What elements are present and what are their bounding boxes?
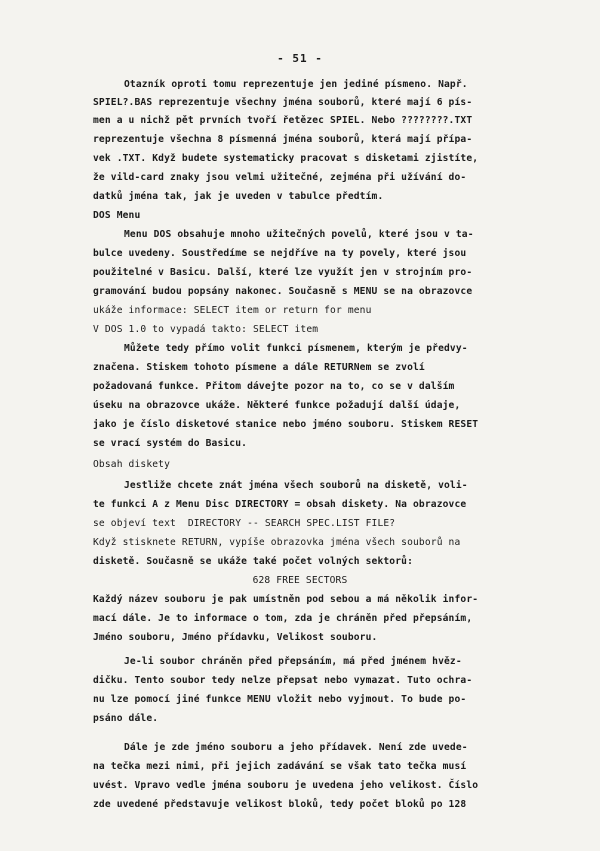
text-line: na tečka mezi nimi, při jejich zadávání se však tato tečka musí [93,761,467,772]
text-line: značena. Stiskem tohoto písmene a dále RETURNem se zvolí [93,362,425,373]
text-line: vek .TXT. Když budete systematicky pracovat s disketami zjistíte, [93,153,479,164]
text-line: Dále je zde jméno souboru a jeho přídavek. Není zde uvede- [124,742,468,753]
text-line: V DOS 1.0 to vypadá takto: SELECT item [93,324,319,335]
text-line: psáno dále. [93,713,159,724]
page-number: - 51 - [277,52,323,65]
text-line: že vild-card znaky jsou velmi užitečné, zejména při užívání do- [93,172,467,183]
text-line: nu lze pomocí jiné funkce MENU vložit nebo vyjmout. To bude po- [93,694,467,705]
text-line: datků jména tak, jak je uveden v tabulce předtím. [93,191,384,202]
text-line: uvést. Vpravo vedle jména souboru je uvedena jeho velikost. Číslo [93,780,479,791]
text-line: Menu DOS obsahuje mnoho užitečných povelů, které jsou v ta- [124,229,474,240]
text-line: Můžete tedy přímo volit funkci písmenem, kterým je předvy- [124,343,468,354]
text-line: Když stisknete RETURN, vypíše obrazovka jména všech souborů na [93,537,461,548]
text-line: požadovaná funkce. Přitom dávejte pozor na to, co se v dalším [93,381,455,392]
section-heading-dos-menu: DOS Menu [93,210,141,221]
text-line: dičku. Tento soubor tedy nelze přepsat nebo vymazat. Tuto ochra- [93,675,473,686]
text-line: Jméno souboru, Jméno přídavku, Velikost souboru. [93,632,378,643]
text-line: SPIEL?.BAS reprezentuje všechny jména souborů, které mají 6 pís- [93,97,473,108]
text-line: se objeví text DIRECTORY -- SEARCH SPEC.LIST FILE? [93,518,396,529]
text-line: se vrací systém do Basicu. [93,438,248,449]
text-line: Jestliže chcete znát jména všech souborů na disketě, voli- [124,480,468,491]
text-line: ukáže informace: SELECT item or return for menu [93,305,372,316]
section-heading-obsah-diskety: Obsah diskety [93,459,171,470]
text-line: Každý název souboru je pak umístněn pod sebou a má několik infor- [93,594,479,605]
text-line: te funkci A z Menu Disc DIRECTORY = obsah diskety. Na obrazovce [93,499,467,510]
text-line: Otazník oproti tomu reprezentuje jen jediné písmeno. Např. [124,79,468,90]
text-line: Je-li soubor chráněn před přepsáním, má před jménem hvěz- [124,656,462,667]
text-line: men a u nichž pět prvních tvoří řetězec SPIEL. Nebo ????????.TXT [93,115,473,126]
text-line: zde uvedené představuje velikost bloků, tedy počet bloků po 128 [93,799,467,810]
free-sectors-line: 628 FREE SECTORS [252,575,348,586]
text-line: mací dále. Je to informace o tom, zda je chráněn před přepsáním, [93,613,473,624]
text-line: disketě. Současně se ukáže také počet volných sektorů: [93,556,413,567]
text-line: jako je číslo disketové stanice nebo jméno souboru. Stiskem RESET [93,419,479,430]
text-line: gramování budou popsány nakonec. Současně s MENU se na obrazovce [93,286,473,297]
text-line: úseku na obrazovce ukáže. Některé funkce požadují další údaje, [93,400,461,411]
text-line: použitelné v Basicu. Další, které lze využít jen v strojním pro- [93,267,473,278]
text-line: reprezentuje všechna 8 písmenná jména souborů, která mají přípa- [93,134,473,145]
text-line: bulce uvedeny. Soustředíme se nejdříve na ty povely, které jsou [93,248,467,259]
